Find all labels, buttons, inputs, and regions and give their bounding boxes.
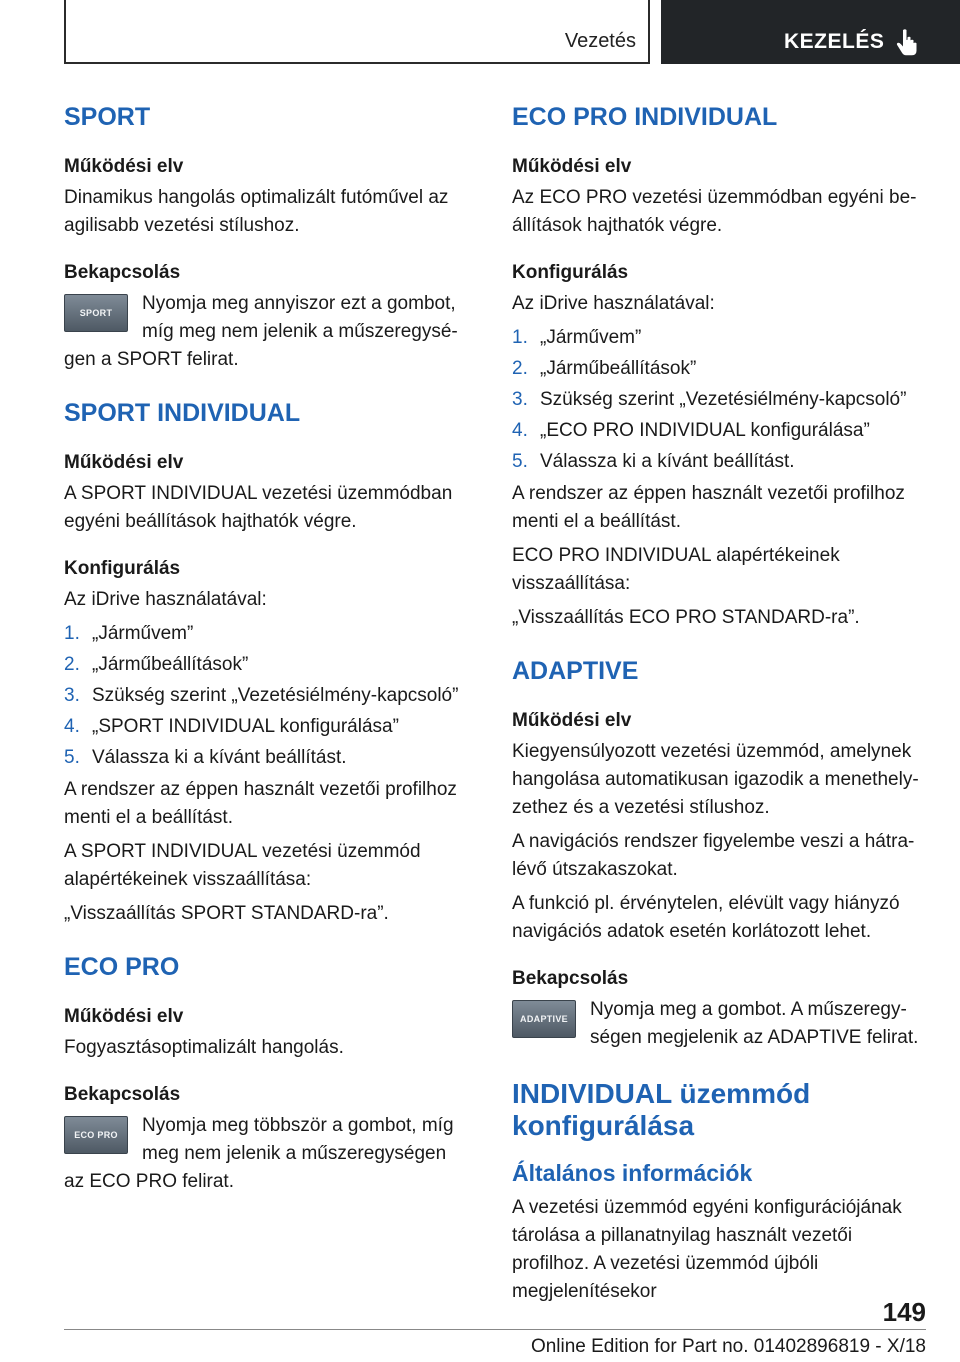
eco-pro-principle-heading: Működési elv bbox=[64, 1006, 184, 1027]
page-number: 149 bbox=[882, 1297, 926, 1327]
sport-individual-principle-text: A SPORT INDIVIDUAL vezetési üzemmódban egyéni beállítások hajthatók végre. bbox=[64, 483, 453, 532]
sport-principle-text: Dinamikus hangolás optimalizált futóművel az agilisabb vezetési stílushoz. bbox=[64, 187, 449, 236]
sport-individual-section bbox=[64, 396, 468, 928]
sport-button-image: SPORT bbox=[64, 294, 128, 332]
sport-individual-config-intro: Az iDrive használatával: bbox=[64, 589, 267, 610]
sport-individual-heading: SPORT INDIVIDUAL bbox=[64, 399, 301, 427]
list-item: 3. Szükség szerint „Vezetésiélmény-kapcsoló” bbox=[64, 685, 459, 706]
header-chapter-title: KEZELÉS bbox=[784, 30, 885, 53]
sport-individual-note-2: A SPORT INDIVIDUAL vezetési üzemmód alapértékeinek visszaállítása: bbox=[64, 841, 421, 890]
sport-individual-note-1: A rendszer az éppen használt vezetői profilhoz menti el a beállítást. bbox=[64, 779, 457, 828]
list-item: 3. Szükség szerint „Vezetésiélmény-kapcsoló” bbox=[512, 389, 907, 410]
sport-individual-principle-heading: Működési elv bbox=[64, 452, 184, 473]
sport-activation bbox=[64, 290, 468, 374]
eco-pro-individual-principle-text: Az ECO PRO vezetési üzemmódban egyéni beállítások hajthatók végre. bbox=[512, 187, 917, 236]
list-item: 1. „Járművem” bbox=[512, 327, 642, 348]
header-chapter-tab bbox=[661, 0, 960, 64]
list-item: 5. Válassza ki a kívánt beállítást. bbox=[512, 451, 795, 472]
individual-config-heading: INDIVIDUAL üzemmód konfigurálása bbox=[512, 1078, 811, 1141]
eco-pro-individual-steps bbox=[512, 324, 926, 476]
eco-pro-individual-note-3: „Visszaállítás ECO PRO STANDARD-ra”. bbox=[512, 607, 860, 628]
adaptive-activation-heading: Bekapcsolás bbox=[512, 968, 629, 989]
sport-section bbox=[64, 100, 468, 374]
eco-pro-heading: ECO PRO bbox=[64, 953, 180, 981]
individual-config-section bbox=[512, 1078, 926, 1306]
adaptive-section bbox=[512, 654, 926, 1056]
eco-pro-activation-text: Nyomja meg többször a gombot, míg meg nem jelenik a műszeregységen az ECO PRO felirat. bbox=[64, 1115, 454, 1192]
sport-principle-heading: Működési elv bbox=[64, 156, 184, 177]
eco-pro-individual-heading: ECO PRO INDIVIDUAL bbox=[512, 103, 778, 131]
sport-activation-heading: Bekapcsolás bbox=[64, 262, 181, 283]
eco-pro-section bbox=[64, 950, 468, 1196]
adaptive-heading: ADAPTIVE bbox=[512, 657, 639, 685]
general-info-heading: Általános információk bbox=[512, 1160, 753, 1186]
list-item: 1. „Járművem” bbox=[64, 623, 194, 644]
general-info-text: A vezetési üzemmód egyéni konfigurációjának tárolása a pillanatnyilag használt vezetői profilhoz. A vezetési üzemmód újbóli megjelenítésekor bbox=[512, 1197, 902, 1302]
eco-pro-activation-heading: Bekapcsolás bbox=[64, 1084, 181, 1105]
eco-pro-individual-note-1: A rendszer az éppen használt vezetői profilhoz menti el a beállítást. bbox=[512, 483, 905, 532]
eco-pro-individual-config-intro: Az iDrive használatával: bbox=[512, 293, 715, 314]
adaptive-principle-heading: Működési elv bbox=[512, 710, 632, 731]
list-item: 4. „SPORT INDIVIDUAL konfigurálása” bbox=[64, 716, 399, 737]
sport-heading: SPORT bbox=[64, 103, 151, 131]
eco-pro-button-image: ECO PRO bbox=[64, 1116, 128, 1154]
footer-edition: Online Edition for Part no. 01402896819 - X/18 bbox=[530, 1336, 926, 1357]
footer-divider bbox=[64, 1329, 926, 1330]
eco-pro-individual-section bbox=[512, 100, 926, 632]
page-header bbox=[64, 0, 960, 66]
list-item: 5. Válassza ki a kívánt beállítást. bbox=[64, 747, 347, 768]
header-section-tab bbox=[64, 0, 650, 64]
list-item: 4. „ECO PRO INDIVIDUAL konfigurálása” bbox=[512, 420, 870, 441]
adaptive-activation bbox=[512, 996, 926, 1056]
eco-pro-principle-text: Fogyasztásoptimalizált hangolás. bbox=[64, 1037, 344, 1058]
sport-activation-text: Nyomja meg annyiszor ezt a gombot, míg meg nem jelenik a műszeregységen a SPORT felirat. bbox=[64, 293, 458, 370]
sport-individual-config-heading: Konfigurálás bbox=[64, 558, 181, 579]
eco-pro-activation bbox=[64, 1112, 468, 1196]
eco-pro-individual-principle-heading: Működési elv bbox=[512, 156, 632, 177]
list-item: 2. „Járműbeállítások” bbox=[64, 654, 249, 675]
eco-pro-individual-config-heading: Konfigurálás bbox=[512, 262, 629, 283]
right-column bbox=[512, 100, 926, 1312]
hand-pointer-icon bbox=[894, 27, 924, 57]
header-section-title: Vezetés bbox=[564, 30, 636, 52]
adaptive-principle-text-2: A navigációs rendszer figyelembe veszi a hátralévő útszakaszokat. bbox=[512, 831, 915, 880]
sport-individual-steps bbox=[64, 620, 468, 772]
adaptive-principle-text-3: A funkció pl. érvénytelen, elévült vagy hiányzó navigációs adatok esetén korlátozott lehet. bbox=[512, 893, 900, 942]
sport-individual-note-3: „Visszaállítás SPORT STANDARD-ra”. bbox=[64, 903, 389, 924]
list-item: 2. „Járműbeállítások” bbox=[512, 358, 697, 379]
adaptive-button-image: ADAPTIVE bbox=[512, 1000, 576, 1038]
adaptive-principle-text-1: Kiegyensúlyozott vezetési üzemmód, amelynek hangolása automatikusan igazodik a menethelyzethez és a vezetési stílushoz. bbox=[512, 741, 919, 818]
adaptive-activation-text: Nyomja meg a gombot. A műszeregységen megjelenik az ADAPTIVE felirat. bbox=[590, 999, 919, 1048]
left-column bbox=[64, 100, 468, 1218]
eco-pro-individual-note-2: ECO PRO INDIVIDUAL alapértékeinek visszaállítása: bbox=[512, 545, 840, 594]
